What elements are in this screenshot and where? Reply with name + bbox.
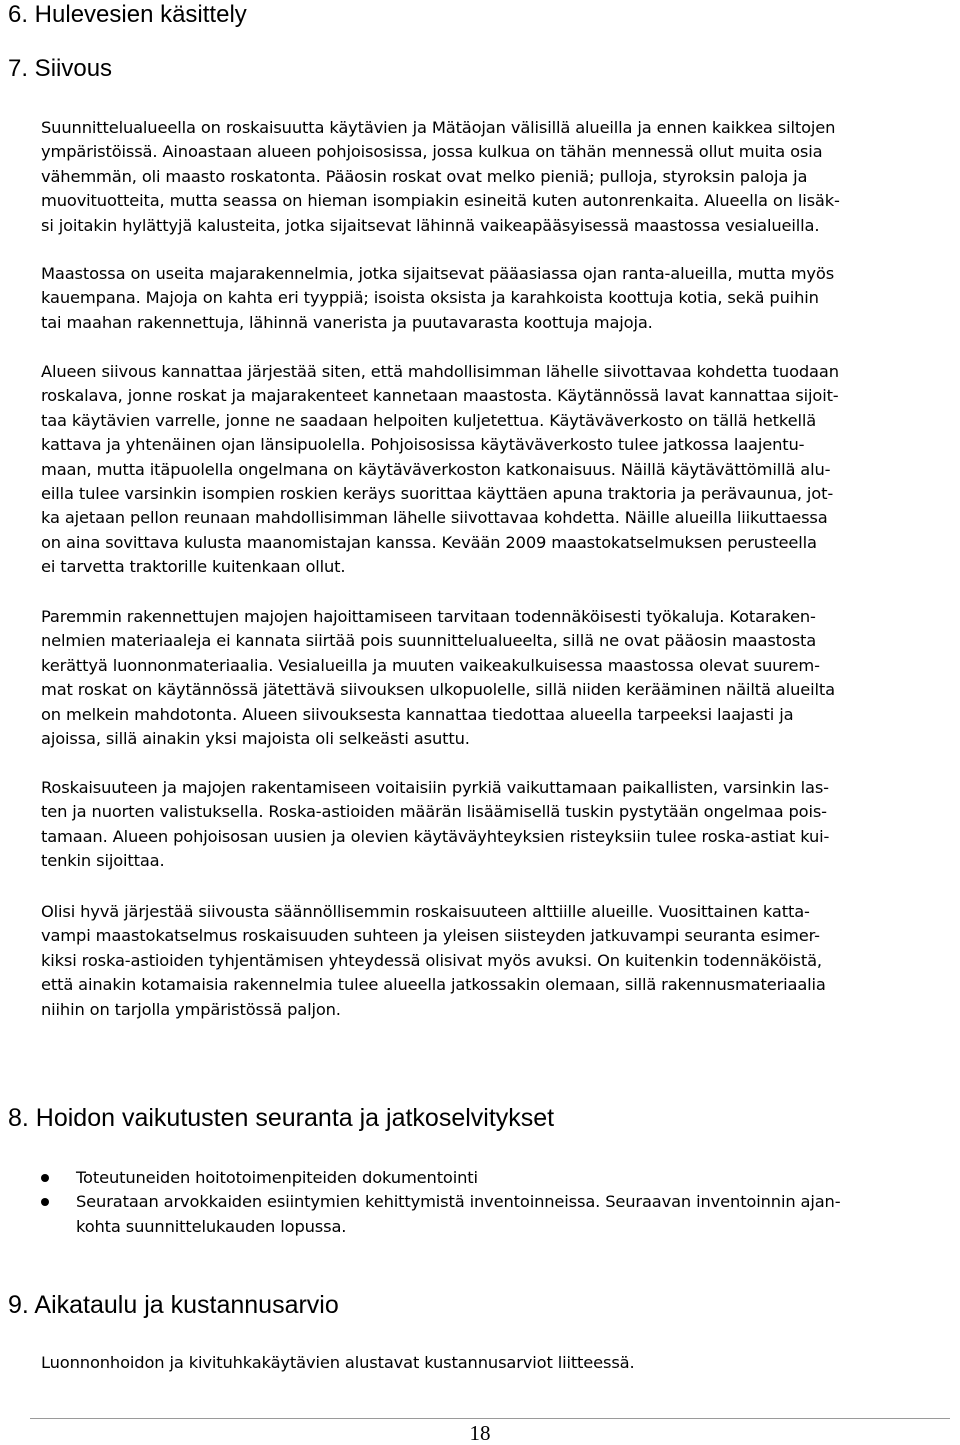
text-line: kauempana. Majoja on kahta eri tyyppiä; isoista oksista ja karahkoista koottuja kotia, sekä puihin bbox=[41, 288, 819, 308]
paragraph bbox=[41, 360, 953, 580]
list-item bbox=[41, 1190, 953, 1239]
text-line: maan, mutta itäpuolella ongelmana on käytäväverkoston katkonaisuus. Näillä käytävättömillä alu- bbox=[41, 459, 831, 479]
page-number: 18 bbox=[469, 1421, 491, 1445]
text-line: taa käytävien varrelle, jonne ne saadaan helpoiten kuljetettua. Käytäväverkosto on tällä hetkellä bbox=[41, 410, 817, 430]
text-line: Roskaisuuteen ja majojen rakentamiseen voitaisiin pyrkiä vaikuttamaan paikallisten, varsinkin las- bbox=[41, 778, 829, 797]
text-line: että ainakin kotamaisia rakennelmia tulee alueella jatkossakin olemaan, sillä rakennusmateriaalia bbox=[41, 975, 826, 995]
text-line: tamaan. Alueen pohjoisosan uusien ja olevien käytäväyhteyksien risteyksiin tulee roska-astiat kui- bbox=[41, 826, 830, 846]
text-line: kerättyä luonnonmateriaalia. Vesialueilla ja muuten vaikeakulkuisessa maastossa olevat suurem- bbox=[41, 655, 820, 675]
heading-section-6: 6. Hulevesien käsittely bbox=[8, 1, 247, 28]
text-line: on melkein mahdotonta. Alueen siivouksesta kannattaa tiedottaa alueella tarpeeksi laajasti ja bbox=[41, 704, 794, 724]
bullet-icon bbox=[41, 1198, 49, 1206]
text-line: roskalava, jonne roskat ja majarakenteet kannetaan maastosta. Käytännössä lavat kannattaa sijoit- bbox=[41, 386, 839, 406]
heading-section-9: 9. Aikataulu ja kustannusarvio bbox=[8, 1291, 339, 1319]
text-line: Paremmin rakennettujen majojen hajoittamiseen tarvitaan todennäköisesti työkaluja. Kotaraken- bbox=[41, 607, 816, 626]
paragraph bbox=[41, 776, 953, 874]
text-line: si joitakin hylättyjä kalusteita, jotka sijaitsevat lähinnä vaikeapääsyisessä maastossa vesialueilla. bbox=[41, 215, 820, 235]
text-line: ka ajetaan pellon reunaan mahdollisimman lähelle siivottavaa kohdetta. Näille alueilla liikuttaessa bbox=[41, 508, 828, 528]
text-line: ajoissa, sillä ainakin yksi majoista oli selkeästi asuttu. bbox=[41, 729, 470, 749]
text-line: tai maahan rakennettuja, lähinnä vanerista ja puutavarasta koottuja majoja. bbox=[41, 312, 653, 332]
footer-divider bbox=[30, 1418, 950, 1419]
text-line: niihin on tarjolla ympäristössä paljon. bbox=[41, 999, 341, 1019]
text-line: Suunnittelualueella on roskaisuutta käytävien ja Mätäojan välisillä alueilla ja ennen kaikkea siltojen bbox=[41, 118, 836, 137]
paragraph bbox=[41, 900, 953, 1022]
text-line: nelmien materiaaleja ei kannata siirtää pois suunnittelualueelta, sillä ne ovat pääosin maastosta bbox=[41, 631, 817, 651]
paragraph bbox=[41, 605, 953, 751]
text-line: Luonnonhoidon ja kivituhkakäytävien alustavat kustannusarviot liitteessä. bbox=[41, 1353, 635, 1372]
paragraph bbox=[41, 1351, 953, 1375]
text-line: ei tarvetta traktorille kuitenkaan ollut. bbox=[41, 557, 346, 577]
bullet-icon bbox=[41, 1174, 49, 1182]
heading-section-8: 8. Hoidon vaikutusten seuranta ja jatkoselvitykset bbox=[8, 1104, 555, 1132]
text-line: vampi maastokatselmus roskaisuuden suhteen ja yleisen siisteyden jatkuvampi seuranta esimer- bbox=[41, 926, 820, 946]
text-line: Seurataan arvokkaiden esiintymien kehittymistä inventoinneissa. Seuraavan inventoinnin ajan- bbox=[76, 1192, 841, 1212]
heading-section-7: 7. Siivous bbox=[8, 55, 113, 82]
text-line: Alueen siivous kannattaa järjestää siten, että mahdollisimman lähelle siivottavaa kohdetta tuodaan bbox=[41, 362, 839, 381]
text-line: muovituotteita, mutta seassa on hieman isompiakin esineitä kuten autonrenkaita. Alueella on lisäk- bbox=[41, 191, 840, 211]
text-line: vähemmän, oli maasto roskatonta. Pääosin roskat ovat melko pieniä; pulloja, styroksin paloja ja bbox=[41, 166, 808, 186]
text-line: eilla tulee varsinkin isompien roskien keräys suorittaa käyttäen apuna traktoria ja perävaunua, jot- bbox=[41, 484, 834, 504]
text-line: Maastossa on useita majarakennelmia, jotka sijaitsevat pääasiassa ojan ranta-alueilla, mutta myös bbox=[41, 264, 835, 283]
text-line: Olisi hyvä järjestää siivousta säännöllisemmin roskaisuuteen alttiille alueille. Vuosittainen katta- bbox=[41, 902, 810, 921]
text-line: ympäristöissä. Ainoastaan alueen pohjoisosissa, jossa kulkua on tähän mennessä ollut muita osia bbox=[41, 142, 823, 162]
text-line: kohta suunnittelukauden lopussa. bbox=[76, 1216, 347, 1236]
bullet-list bbox=[41, 1166, 953, 1239]
paragraph bbox=[41, 116, 953, 238]
text-line: kiksi roska-astioiden tyhjentämisen yhteydessä olisivat myös avuksi. On kuitenkin todennäköistä, bbox=[41, 950, 822, 970]
text-line: ten ja nuorten valistuksella. Roska-astioiden määrän lisäämisellä tuskin pystytään ongelmaa pois- bbox=[41, 802, 827, 822]
list-item bbox=[41, 1166, 953, 1190]
text-line: tenkin sijoittaa. bbox=[41, 851, 165, 871]
text-line: kattava ja yhtenäinen ojan länsipuolella. Pohjoisosissa käytäväverkosto tulee jatkossa laajentu- bbox=[41, 435, 805, 455]
text-line: mat roskat on käytännössä jätettävä siivouksen ulkopuolelle, sillä niiden kerääminen näiltä alueilta bbox=[41, 680, 835, 700]
paragraph bbox=[41, 262, 953, 335]
text-line: Toteutuneiden hoitotoimenpiteiden dokumentointi bbox=[76, 1168, 478, 1187]
text-line: on aina sovittava kulusta maanomistajan kanssa. Kevään 2009 maastokatselmuksen perusteella bbox=[41, 532, 817, 552]
